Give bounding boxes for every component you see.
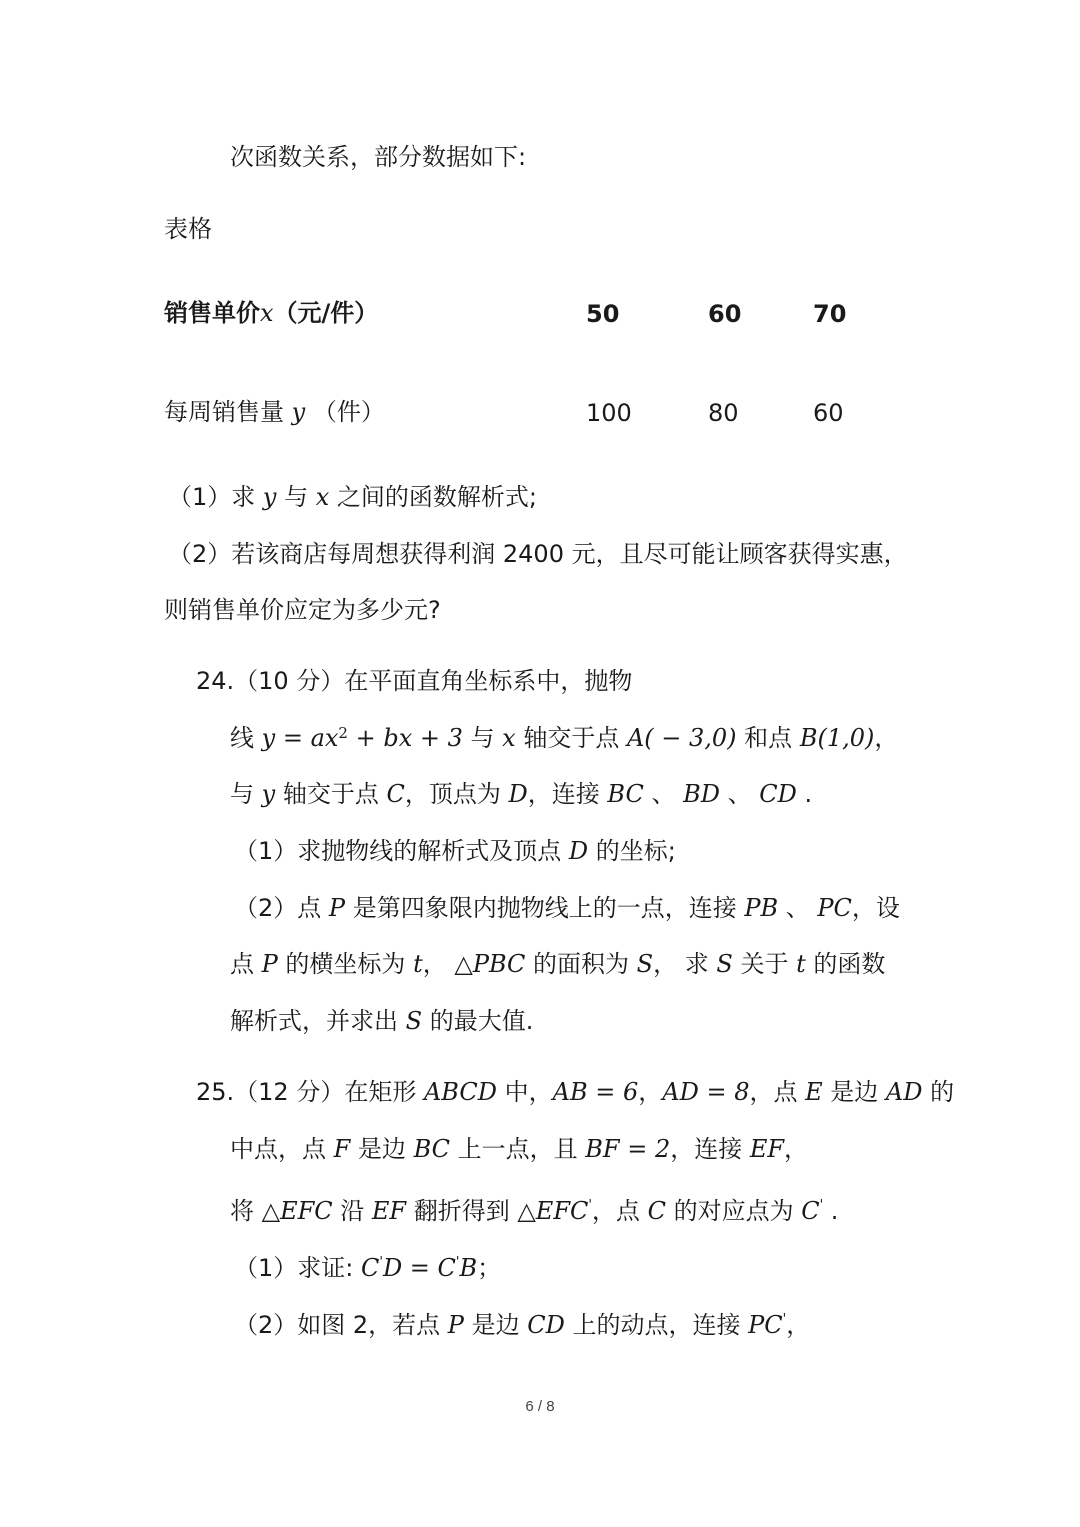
q24-part1: （1）求抛物线的解析式及顶点 D 的坐标; xyxy=(234,837,676,865)
table-header-value: 60 xyxy=(708,300,742,328)
table-row-label: 每周销售量 y （件） xyxy=(164,398,385,426)
q25-line2: 中点，点 F 是边 BC 上一点，且 BF = 2，连接 EF， xyxy=(230,1135,809,1163)
q25-part1: （1）求证: C'D = C'B； xyxy=(234,1254,502,1282)
table-header-value: 50 xyxy=(586,300,620,328)
page-number: 6 / 8 xyxy=(525,1398,555,1415)
q24-line2: 线 $y = ax^2$ + bx + 3 与 x 轴交于点 A( − 3,0) 和点 B(1,0)， xyxy=(230,724,899,752)
q23-part2-line1: （2）若该商店每周想获得利润 2400 元，且尽可能让顾客获得实惠， xyxy=(168,540,908,568)
q25-line3: 将 △EFC 沿 EF 翻折得到 △EFC'，点 C 的对应点为 C' . xyxy=(230,1197,839,1225)
table-row-value: 80 xyxy=(708,399,739,427)
q25-header: 25.（12 分）在矩形 ABCD 中，AB = 6，AD = 8，点 E 是边 AD 的 xyxy=(196,1078,955,1106)
table-row-value: 60 xyxy=(813,399,844,427)
q23-part2-line2: 则销售单价应定为多少元? xyxy=(164,596,441,624)
q24-part2-line2: 点 P 的横坐标为 t， △PBC 的面积为 S， 求 S 关于 t 的函数 xyxy=(230,950,886,978)
table-header-value: 70 xyxy=(813,300,847,328)
q24-part2-line3: 解析式，并求出 S 的最大值. xyxy=(230,1007,534,1035)
table-caption: 表格 xyxy=(164,215,212,243)
q24-part2-line1: （2）点 P 是第四象限内抛物线上的一点，连接 PB 、 PC，设 xyxy=(234,894,900,922)
q24-line3: 与 y 轴交于点 C，顶点为 D，连接 BC 、 BD 、 CD . xyxy=(230,780,813,808)
q23-part1: （1）求 y 与 x 之间的函数解析式; xyxy=(168,483,537,511)
q25-part2: （2）如图 2，若点 P 是边 CD 上的动点，连接 PC'， xyxy=(234,1311,811,1339)
intro-line: 次函数关系，部分数据如下: xyxy=(230,143,527,171)
q24-header: 24.（10 分）在平面直角坐标系中，抛物 xyxy=(196,667,633,695)
table-row-value: 100 xyxy=(586,399,632,427)
table-header-label: 销售单价x（元/件） xyxy=(164,299,379,327)
